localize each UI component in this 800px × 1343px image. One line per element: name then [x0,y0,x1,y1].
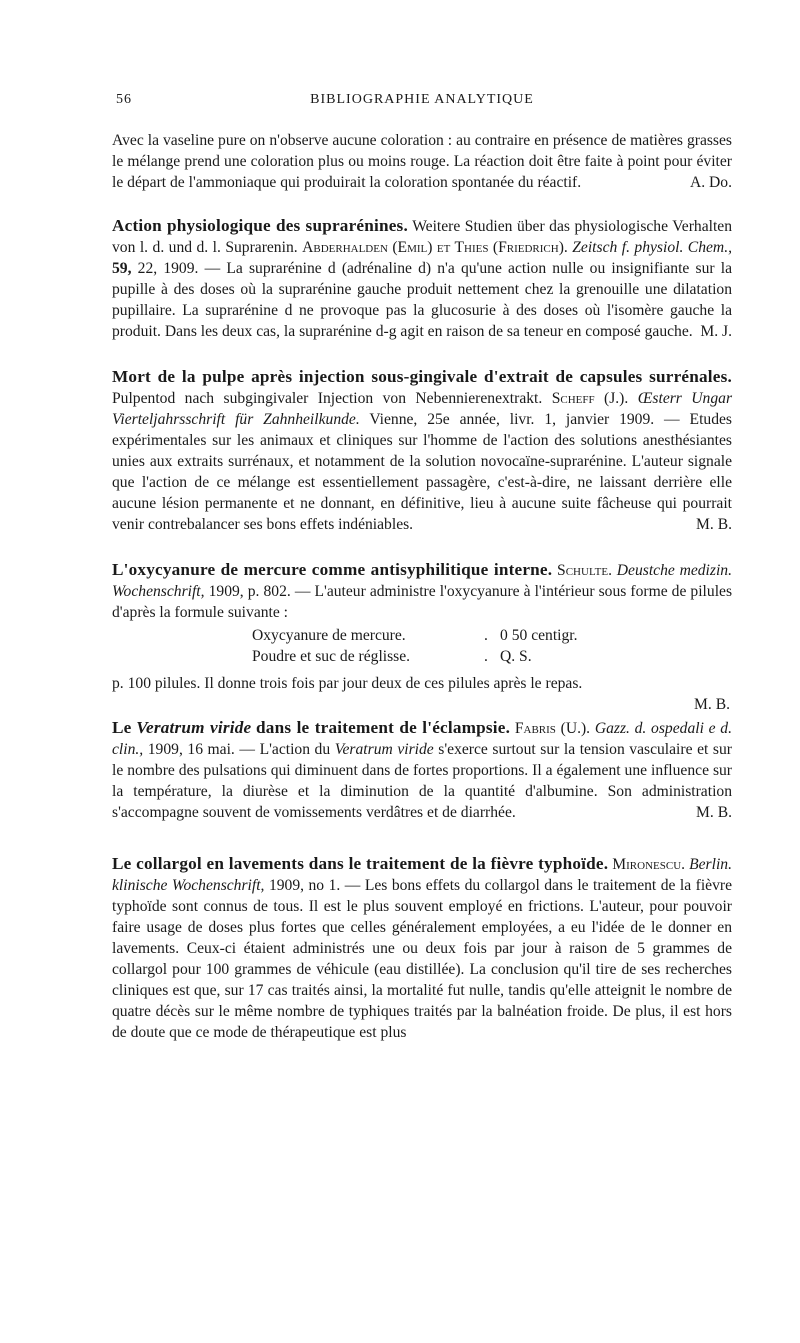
recipe-ingredient: Oxycyanure de mercure. [252,627,406,644]
recipe-row [252,646,732,667]
article-continuation [112,673,732,715]
page-number: 56 [116,92,132,107]
article-after-text: p. 100 pilules. Il donne trois fois par jour deux de ces pilules après le repas. [112,675,583,692]
article-reference: Weitere Studien über das physiologische Verhalten von l. d. und d. l. Suprarenin. [112,218,732,256]
article-details: 22, 1909. — [137,260,221,277]
article-body: Les bons effets du collargol dans le traitement de la fièvre typhoïde sont connus de tous. Il est le plus souvent employé en frictions. L'auteur, pour pouvoir faire usage de doses plus fortes que celles généralement employées, a eu l'idée de le donner en lavements. Ceux-ci étaient administrés une ou deux fois par jour à raison de 5 grammes de collargol pour 100 grammes de véhicule (eau distillée). La conclusion qu'il tire de ses recherches cliniques est que, sur 17 cas traités ainsi, la mortalité fut nulle, tandis qu'elle atteignit le nombre de quatre décès sur le même nombre de typhiques traités par la balnéation froide. De plus, il est hors de doute que ce mode de thérapeutique est plus [112,877,733,1041]
article-paragraph [112,366,732,535]
article-journal: Gazz. d. ospedali e d. clin., [112,720,732,758]
article-paragraph [112,559,732,623]
article-mort-pulpe [112,366,732,535]
recipe-separator: . [484,648,488,665]
article-oxycyanure [112,559,732,715]
recipe-row [252,625,732,646]
article-suprarenines [112,215,732,342]
running-header [112,92,732,114]
article-signature: M. B. [696,516,732,533]
article-title: L'oxycyanure de mercure comme antisyphilitique interne. [112,560,553,579]
article-paragraph [112,853,732,1043]
article-authors: Scheff (J.). [551,390,629,407]
article-title-pre: Le [112,718,132,737]
article-authors: Mironescu. [612,856,686,873]
recipe-separator: . [484,627,488,644]
article-title: Action physiologique des suprarénines. [112,216,408,235]
article-details: 1909, p. 802. — [208,583,311,600]
article-paragraph [112,717,732,823]
article-body: L'auteur administre l'oxycyanure à l'intérieur sous forme de pilules d'après la formule suivante : [112,583,733,621]
recipe-dose: Q. S. [500,648,532,665]
article-authors: Schulte. [557,562,612,579]
article-details: 1909, no 1. — [268,877,361,894]
article-journal: Deustche medizin. Wochenschrift, [112,562,732,600]
article-journal: Œsterr Ungar Vierteljahrsschrift für Zahnheilkunde. [112,390,733,428]
article-signature: M. B. [694,696,730,713]
article-paragraph [112,215,732,342]
article-title: Le collargol en lavements dans le traitement de la fièvre typhoïde. [112,854,609,873]
article-volume: 59, [112,260,132,277]
article-body-italic: Veratrum viride [334,741,434,758]
intro-signature: A. Do. [689,174,732,191]
article-authors: Abderhalden (Emil) et Thies (Friedrich). [302,239,568,256]
article-details: Vienne, 25e année, livr. 1, janvier 1909. — [369,411,680,428]
article-collargol [112,853,732,1043]
article-body-pre: L'action du [259,741,331,758]
article-title: Mort de la pulpe après injection sous-gingivale d'extrait de capsules surrénales. [112,367,732,386]
article-journal: Zeitsch f. physiol. Chem., [572,239,732,256]
article-authors: Fabris (U.). [514,720,591,737]
article-body: La suprarénine d (adrénaline d) n'a qu'une action nulle ou insignifiante sur la pupille à des doses où la suprarénine gauche produit nettement chez la grenouille une dilatation pupillaire. La suprarénine d ne provoque pas la glucosurie à des doses où l'isomère gauche la produit. Dans les deux cas, la suprarénine d-g agit en raison de sa teneur en composé gauche. [112,260,732,340]
intro-text: Avec la vaseline pure on n'observe aucune coloration : au contraire en présence de matières grasses le mélange prend une coloration plus ou moins rouge. La réaction doit être faite à point pour éviter le départ de l'ammoniaque qui produirait la coloration spontanée du réactif. [112,132,732,191]
recipe-dose: 0 50 centigr. [500,627,578,644]
intro-paragraph [112,130,732,193]
article-veratrum [112,717,732,823]
article-body: Etudes expérimentales sur les animaux et cliniques sur l'homme de l'action des solutions anesthésiantes unies aux extraits surrénaux, et notamment de la solution novocaïne-suprarénine. L'auteur signale que l'action de ce mélange est essentiellement passagère, c'est-à-dire, ne laissant derrière elle aucune lésion permanente et ne donnant, en définitive, lieu à aucune suite fâcheuse qui pourrait venir contrebalancer ses bons effets indéniables. [112,411,732,533]
article-reference: Pulpentod nach subgingivaler Injection von Nebennierenextrakt. [112,390,543,407]
article-body: s'exerce surtout sur la tension vasculaire et sur le nombre des pulsations qui diminuent dans de fortes proportions. Il a également une influence sur la température, la diurèse et la diminution de la quantité d'albumine. Son administration s'accompagne souvent de vomissements verdâtres et de diarrhée. [112,741,732,821]
article-signature: M. J. [700,323,732,340]
recipe-ingredient: Poudre et suc de réglisse. [252,648,411,665]
article-signature: M. B. [696,804,732,821]
article-journal: Berlin. klinische Wochenschrift, [112,856,732,894]
article-title-italic: Veratrum viride [136,718,252,737]
article-details: 1909, 16 mai. — [147,741,255,758]
running-title: BIBLIOGRAPHIE ANALYTIQUE [310,92,534,107]
article-title-post: dans le traitement de l'éclampsie. [256,718,511,737]
recipe-formula [252,625,732,667]
